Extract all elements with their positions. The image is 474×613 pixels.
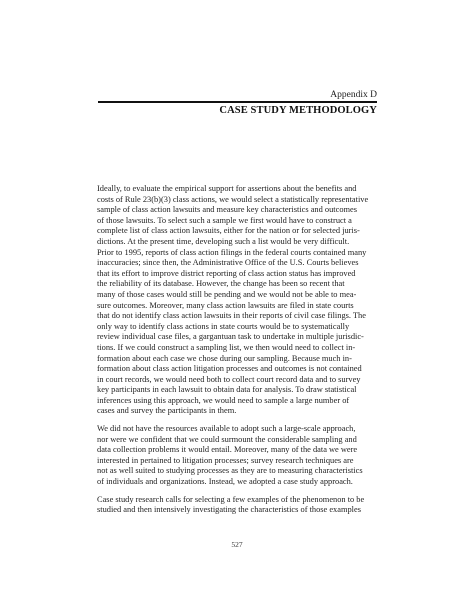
text-line: formation about class action litigation processes and outcomes is not contained (97, 364, 362, 374)
text-line: not as well suited to studying processes as they are to measuring characteristics (97, 466, 363, 476)
header-rule (98, 101, 377, 103)
text-line: only way to identify class actions in state courts would be to systematically (97, 321, 350, 331)
body-text (97, 184, 379, 523)
text-line: complete list of class action lawsuits, either for the nation or for selected juris- (97, 226, 360, 236)
body-paragraph (97, 424, 379, 488)
text-line: We did not have the resources available to adopt such a large-scale approach, (97, 424, 356, 434)
text-line: tions. If we could construct a sampling list, we then would need to collect in- (97, 342, 356, 352)
text-line: many of those cases would still be pending and we would not be able to mea- (97, 289, 357, 299)
text-line: Case study research calls for selecting a few examples of the phenomenon to be (97, 494, 365, 504)
text-line: nor were we confident that we could surmount the considerable sampling and (97, 434, 357, 444)
chapter-title: CASE STUDY METHODOLOGY (219, 105, 377, 116)
text-line: in court records, we would need both to collect court record data and to survey (97, 374, 361, 384)
text-line: sample of class action lawsuits and measure key characteristics and outcomes (97, 205, 358, 215)
text-line: inaccuracies; since then, the Administrative Office of the U.S. Courts believes (97, 258, 359, 268)
text-line: formation about each case we chose during our sampling. Because much in- (97, 353, 352, 363)
body-paragraph (97, 184, 379, 417)
text-line: of those lawsuits. To select such a sample we first would have to construct a (97, 215, 352, 225)
text-line: cases and survey the participants in them. (97, 406, 237, 416)
text-line: costs of Rule 23(b)(3) class actions, we would select a statistically representative (97, 194, 369, 204)
text-line: the reliability of its database. However, the change has been so recent that (97, 279, 345, 289)
text-line: interested in pertained to litigation processes; survey research techniques are (97, 455, 354, 465)
text-line: Ideally, to evaluate the empirical support for assertions about the benefits and (97, 184, 357, 193)
text-line: of individuals and organizations. Instead, we adopted a case study approach. (97, 477, 353, 487)
text-line: studied and then intensively investigating the characteristics of those examples (97, 505, 361, 515)
text-line: Prior to 1995, reports of class action filings in the federal courts contained many (97, 247, 367, 257)
text-line: inferences using this approach, we would need to sample a large number of (97, 395, 350, 405)
text-line: review individual case files, a gargantuan task to undertake in multiple jurisdic- (97, 332, 364, 342)
text-line: key participants in each lawsuit to obtain data for analysis. To draw statistical (97, 385, 357, 395)
body-paragraph (97, 495, 379, 516)
text-line: that its effort to improve district reporting of class action status has improved (97, 268, 356, 278)
page-number: 527 (231, 540, 243, 549)
text-line: data collection problems it would entail. Moreover, many of the data we were (97, 445, 358, 455)
appendix-label: Appendix D (330, 90, 377, 100)
text-line: sure outcomes. Moreover, many class action lawsuits are filed in state courts (97, 300, 354, 310)
text-line: that do not identify class action lawsuits in their reports of civil case filings. The (97, 311, 366, 321)
text-line: dictions. At the present time, developing such a list would be very difficult. (97, 236, 350, 246)
